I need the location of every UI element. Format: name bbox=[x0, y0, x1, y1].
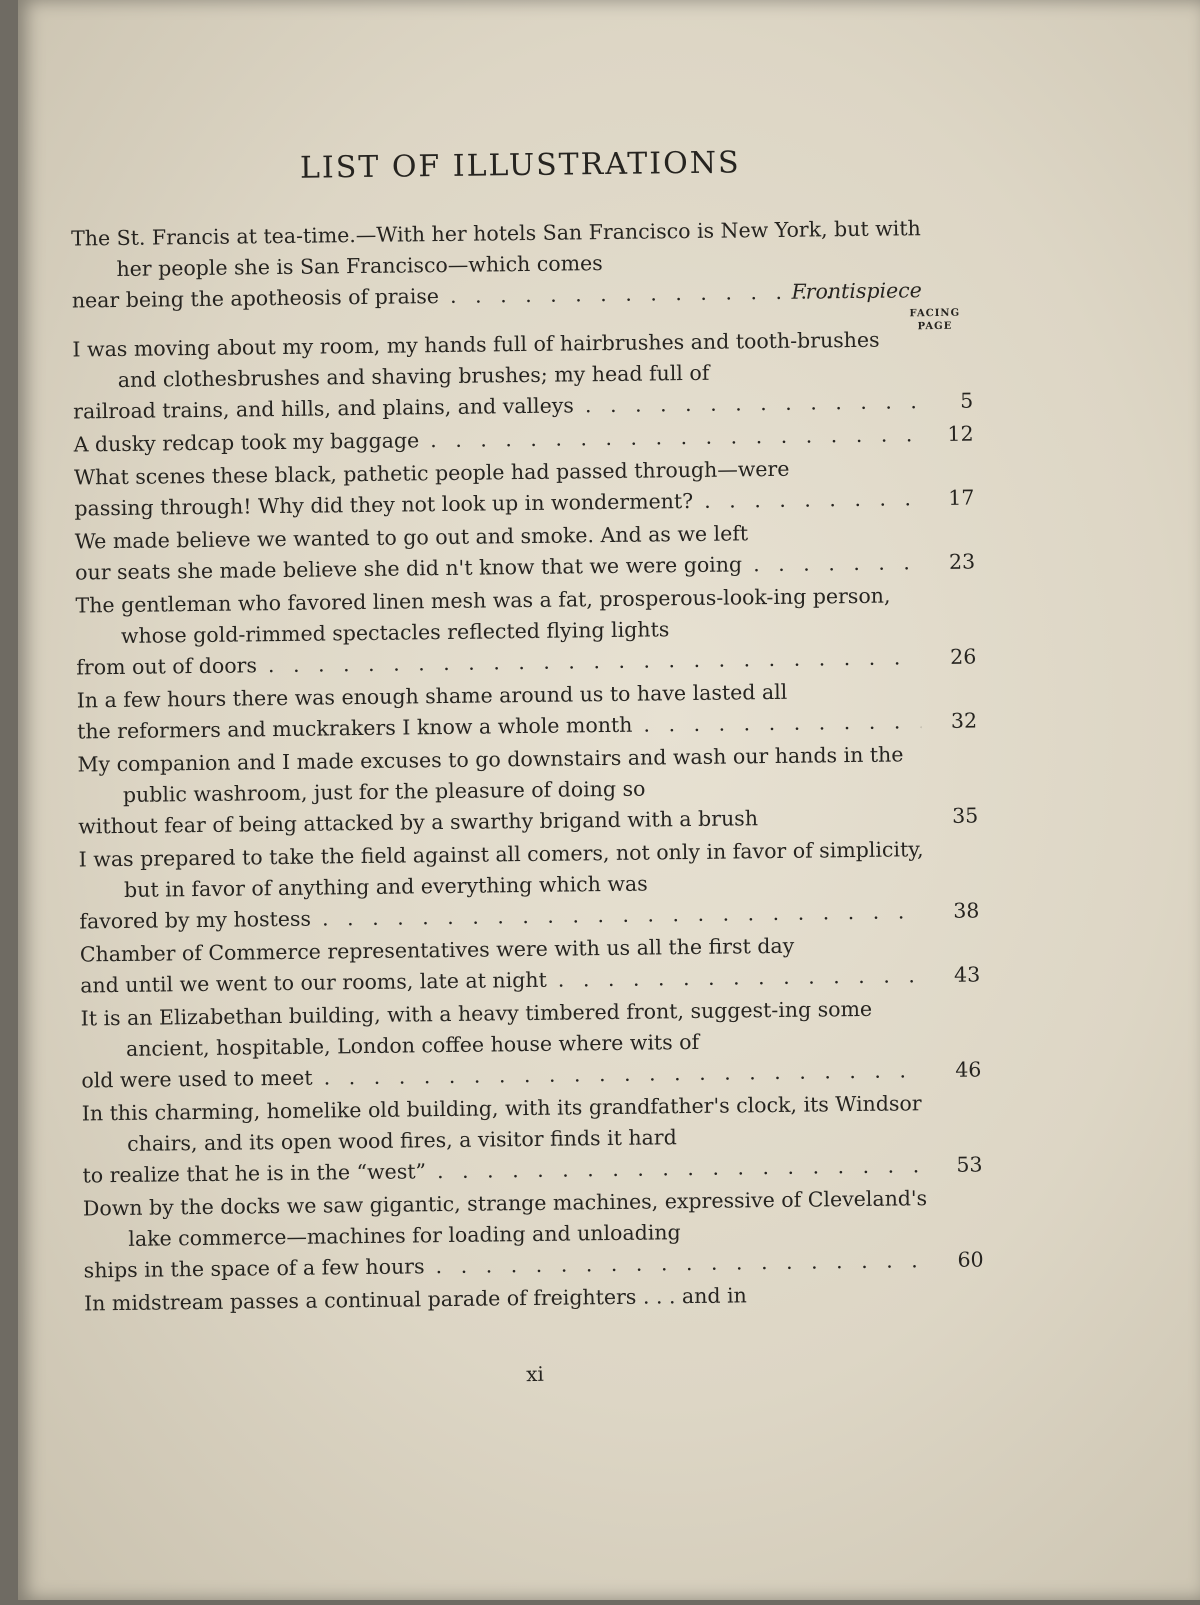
entry-caption: Chamber of Commerce representatives were with us all the first day bbox=[79, 933, 795, 967]
dot-leader bbox=[445, 276, 831, 312]
entry-page-number: 60 bbox=[957, 1247, 984, 1272]
entry-caption: We made believe we wanted to go out and smoke. And as we left bbox=[74, 521, 749, 554]
entry-caption: I was moving about my room, my hands full of hairbrushes and tooth-brushes and clothesbrushes and shaving brushes; my head full of bbox=[72, 327, 880, 392]
entry-page-number: 26 bbox=[950, 644, 977, 669]
facing-label-line-2: PAGE bbox=[917, 320, 953, 333]
facing-label-line-1: FACING bbox=[909, 307, 961, 320]
entry-caption: In a few hours there was enough shame around us to have lasted all bbox=[76, 679, 788, 713]
entry-caption: Down by the docks we saw gigantic, strange machines, expressive of Cleveland's lake commerce—machines for loading and unloading bbox=[82, 1186, 928, 1251]
page-text-block bbox=[68, 0, 987, 1605]
entry-caption-end: from out of doors bbox=[76, 653, 258, 680]
entry-caption: My companion and I made excuses to go downstairs and wash our hands in the public washroom, just for the pleasure of doing so bbox=[77, 742, 904, 807]
entry-caption: In midstream passes a continual parade of freighters . . . and in bbox=[83, 1283, 747, 1316]
list-item bbox=[77, 675, 978, 748]
dot-leader bbox=[699, 483, 919, 517]
dot-leader bbox=[318, 1055, 925, 1093]
entry-caption: What scenes these black, pathetic people had passed through—were bbox=[73, 456, 790, 490]
entry-page-number: 38 bbox=[953, 898, 980, 923]
entry-page-number: 5 bbox=[959, 388, 974, 413]
illustrations-list bbox=[71, 213, 984, 1322]
list-item bbox=[80, 928, 981, 1001]
page-title: LIST OF ILLUSTRATIONS bbox=[299, 145, 741, 186]
entry-caption-end: favored by my hostess bbox=[79, 906, 312, 934]
dot-leader bbox=[425, 419, 918, 456]
entry-caption: The gentleman who favored linen mesh was a fat, prosperous-look-ing person, whose gold-rimmed spectacles reflected flying lights bbox=[75, 583, 891, 648]
entry-caption-end: to realize that he is in the “west” bbox=[82, 1159, 427, 1188]
list-item bbox=[74, 452, 975, 525]
entry-caption-end: A dusky redcap took my baggage bbox=[73, 428, 420, 457]
entry-caption-end: old were used to meet bbox=[81, 1065, 313, 1093]
entry-page-number: Frontispiece bbox=[791, 278, 922, 304]
list-item bbox=[82, 1087, 983, 1191]
entry-caption-end: near being the apotheosis of praise bbox=[71, 284, 440, 313]
entry-caption-end: the reformers and muckrakers I know a whole month bbox=[76, 712, 633, 744]
list-item bbox=[80, 992, 981, 1096]
entry-caption: I was prepared to take the field against all comers, not only in favor of simplicity, but in favor of anything and everything which was bbox=[78, 837, 924, 902]
list-item bbox=[83, 1182, 984, 1286]
dot-leader bbox=[553, 960, 925, 996]
entry-caption-end: and until we went to our rooms, late at night bbox=[80, 967, 547, 998]
entry-page-number: 17 bbox=[948, 485, 975, 510]
entry-caption: It is an Elizabethan building, with a heavy timbered front, suggest-ing some ancient, hospitable, London coffee house where wits of bbox=[80, 996, 873, 1061]
dot-leader bbox=[748, 547, 919, 580]
entry-page-number: 53 bbox=[956, 1152, 983, 1177]
entry-page-number: 12 bbox=[947, 421, 974, 446]
dot-leader bbox=[430, 1245, 927, 1282]
dot-leader bbox=[263, 642, 921, 681]
list-item bbox=[77, 739, 978, 843]
entry-caption-end: ships in the space of a few hours bbox=[83, 1254, 425, 1283]
list-item bbox=[71, 213, 972, 317]
dot-leader bbox=[580, 386, 918, 421]
list-item bbox=[72, 324, 973, 428]
dot-leader bbox=[638, 706, 921, 740]
entry-page-number: 32 bbox=[950, 708, 978, 733]
entry-page-number: 23 bbox=[948, 549, 976, 574]
list-item bbox=[75, 516, 976, 589]
entry-page-number: 46 bbox=[955, 1057, 982, 1082]
entry-caption-end: our seats she made believe she did n't know that we were going bbox=[75, 552, 743, 585]
entry-page-number: 43 bbox=[953, 962, 981, 987]
dot-leader bbox=[432, 1150, 927, 1187]
entry-caption-end: passing through! Why did they not look up in wonderment? bbox=[74, 488, 694, 521]
list-item bbox=[79, 833, 980, 937]
entry-caption: The St. Francis at tea-time.—With her hotels San Francisco is New York, but with her people she is San Francisco—which comes bbox=[70, 216, 921, 281]
entry-caption-end: without fear of being attacked by a swarthy brigand with a brush bbox=[78, 806, 759, 839]
page-folio: xi bbox=[526, 1361, 545, 1387]
dot-leader bbox=[317, 896, 924, 934]
book-page bbox=[18, 0, 1200, 1600]
entry-caption: In this charming, homelike old building, with its grandfather's clock, its Windsor chairs, and its open wood fires, a visitor finds it hard bbox=[81, 1091, 922, 1156]
list-item bbox=[75, 580, 976, 684]
entry-caption-end: railroad trains, and hills, and plains, and valleys bbox=[73, 393, 575, 424]
entry-page-number: 35 bbox=[951, 803, 979, 828]
